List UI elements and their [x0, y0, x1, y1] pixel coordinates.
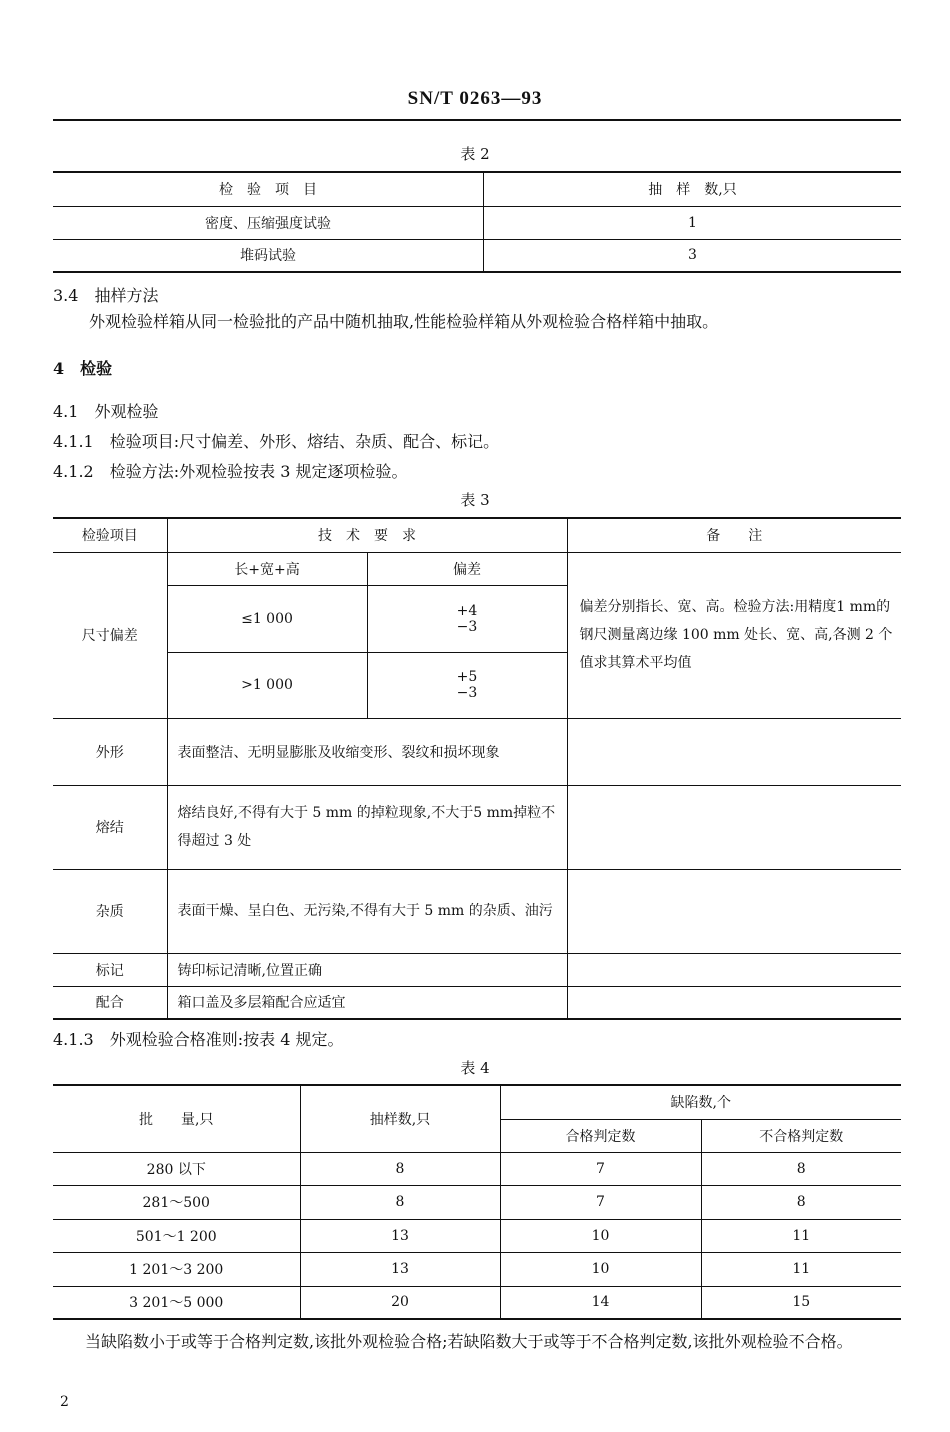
section-3-4-body: 外观检验样箱从同一检验批的产品中随机抽取,性能检验样箱从外观检验合格样箱中抽取。: [89, 312, 719, 331]
table4-header-reject: 不合格判定数: [701, 1119, 901, 1152]
deviation-minus: −3: [456, 685, 478, 701]
table-header-row: [53, 518, 901, 552]
table-cell: 3 201～5 000: [53, 1286, 300, 1319]
table4-caption: 表 4: [460, 1059, 490, 1077]
table-row: [53, 1152, 901, 1185]
table3-shape-item: 外形: [53, 718, 167, 785]
table-cell: 7: [500, 1152, 701, 1185]
table3-size-item: 尺寸偏差: [53, 552, 167, 718]
table2: [53, 171, 901, 273]
deviation-plus: +5: [456, 669, 478, 685]
table2-caption: 表 2: [460, 145, 490, 163]
table-row: [53, 1219, 901, 1252]
header-rule: [53, 119, 901, 121]
table4-header-defects: 缺陷数,个: [500, 1085, 901, 1119]
table3-impurity-item: 杂质: [53, 869, 167, 953]
table3-mark-item: 标记: [53, 953, 167, 986]
table-row: [53, 986, 901, 1019]
section-3-4-title: 3.4 抽样方法: [53, 286, 159, 305]
table-cell: 8: [300, 1152, 500, 1185]
section-4-1-1: 4.1.1 检验项目:尺寸偏差、外形、熔结、杂质、配合、标记。: [53, 432, 500, 451]
table-cell: 501～1 200: [53, 1219, 300, 1252]
table3-deviation-2: [367, 652, 567, 718]
table-cell: 11: [701, 1252, 901, 1286]
table-cell: 8: [300, 1185, 500, 1219]
table-cell: 7: [500, 1185, 701, 1219]
table-cell: 10: [500, 1252, 701, 1286]
table3-fuse-item: 熔结: [53, 785, 167, 869]
table4-header-accept: 合格判定数: [500, 1119, 701, 1152]
table-cell: 1: [484, 206, 902, 239]
table3-mark-req: 铸印标记清晰,位置正确: [167, 953, 567, 986]
table-cell: 14: [500, 1286, 701, 1319]
table-cell: 13: [300, 1252, 500, 1286]
table-cell: 密度、压缩强度试验: [53, 206, 484, 239]
table-cell: 10: [500, 1219, 701, 1252]
table-cell: 1 201～3 200: [53, 1252, 300, 1286]
table-cell: 280 以下: [53, 1152, 300, 1185]
table-row: [53, 869, 901, 953]
table2-header-item: 检 验 项 目: [53, 172, 484, 206]
table3-fit-item: 配合: [53, 986, 167, 1019]
table3: [53, 517, 901, 1020]
table-row: [53, 1185, 901, 1219]
section-4-1-title: 4.1 外观检验: [53, 402, 159, 421]
deviation-plus: +4: [456, 602, 478, 619]
table3-header-item: 检验项目: [53, 518, 167, 552]
table3-impurity-req: 表面干燥、呈白色、无污染,不得有大于 5 mm 的杂质、油污: [167, 869, 567, 953]
table3-range-1: ≤1 000: [167, 585, 367, 652]
table-row: [53, 552, 901, 585]
table3-size-note: 偏差分别指长、宽、高。检验方法:用精度1 mm的钢尺测量离边缘 100 mm 处长、宽、高,各测 2 个值求其算术平均值: [567, 552, 901, 718]
table3-shape-req: 表面整洁、无明显膨胀及收缩变形、裂纹和损坏现象: [167, 718, 567, 785]
table-cell: [567, 986, 901, 1019]
conclusion-paragraph: 当缺陷数小于或等于合格判定数,该批外观检验合格;若缺陷数大于或等于不合格判定数,该批外观检验不合格。: [85, 1332, 853, 1351]
table-cell: 堆码试验: [53, 239, 484, 272]
table3-caption: 表 3: [460, 491, 490, 509]
table-cell: 13: [300, 1219, 500, 1252]
table-row: [53, 239, 901, 272]
table3-range-2: >1 000: [167, 652, 367, 718]
deviation-minus: −3: [456, 618, 478, 635]
table-cell: [567, 785, 901, 869]
table-cell: [567, 953, 901, 986]
table3-fit-req: 箱口盖及多层箱配合应适宜: [167, 986, 567, 1019]
table2-header-count: 抽 样 数,只: [484, 172, 902, 206]
table3-sub-deviation: 偏差: [367, 552, 567, 585]
table-cell: 15: [701, 1286, 901, 1319]
table-cell: 11: [701, 1219, 901, 1252]
table-cell: [567, 869, 901, 953]
table-header-row: [53, 1085, 901, 1119]
table-row: [53, 785, 901, 869]
table-row: [53, 718, 901, 785]
table-cell: 3: [484, 239, 902, 272]
table-cell: [567, 718, 901, 785]
table3-header-requirement: 技 术 要 求: [167, 518, 567, 552]
document-header: SN/T 0263—93: [407, 88, 543, 109]
table3-sub-lwh: 长+宽+高: [167, 552, 367, 585]
table-row: [53, 1286, 901, 1319]
section-4-1-3: 4.1.3 外观检验合格准则:按表 4 规定。: [53, 1030, 344, 1049]
table-row: [53, 206, 901, 239]
page-number: 2: [60, 1394, 69, 1410]
table-cell: 8: [701, 1152, 901, 1185]
table4-header-batch: 批 量,只: [53, 1085, 300, 1152]
table-header-row: [53, 172, 901, 206]
table4: [53, 1084, 901, 1320]
table3-deviation-1: [367, 585, 567, 652]
table-cell: 8: [701, 1185, 901, 1219]
table3-fuse-req: 熔结良好,不得有大于 5 mm 的掉粒现象,不大于5 mm掉粒不得超过 3 处: [167, 785, 567, 869]
table4-header-sample: 抽样数,只: [300, 1085, 500, 1152]
section-4-title: 4 检验: [53, 359, 113, 378]
section-4-1-2: 4.1.2 检验方法:外观检验按表 3 规定逐项检验。: [53, 462, 408, 481]
table-cell: 20: [300, 1286, 500, 1319]
table-row: [53, 953, 901, 986]
table-cell: 281～500: [53, 1185, 300, 1219]
table-row: [53, 1252, 901, 1286]
table3-header-note: 备 注: [567, 518, 901, 552]
